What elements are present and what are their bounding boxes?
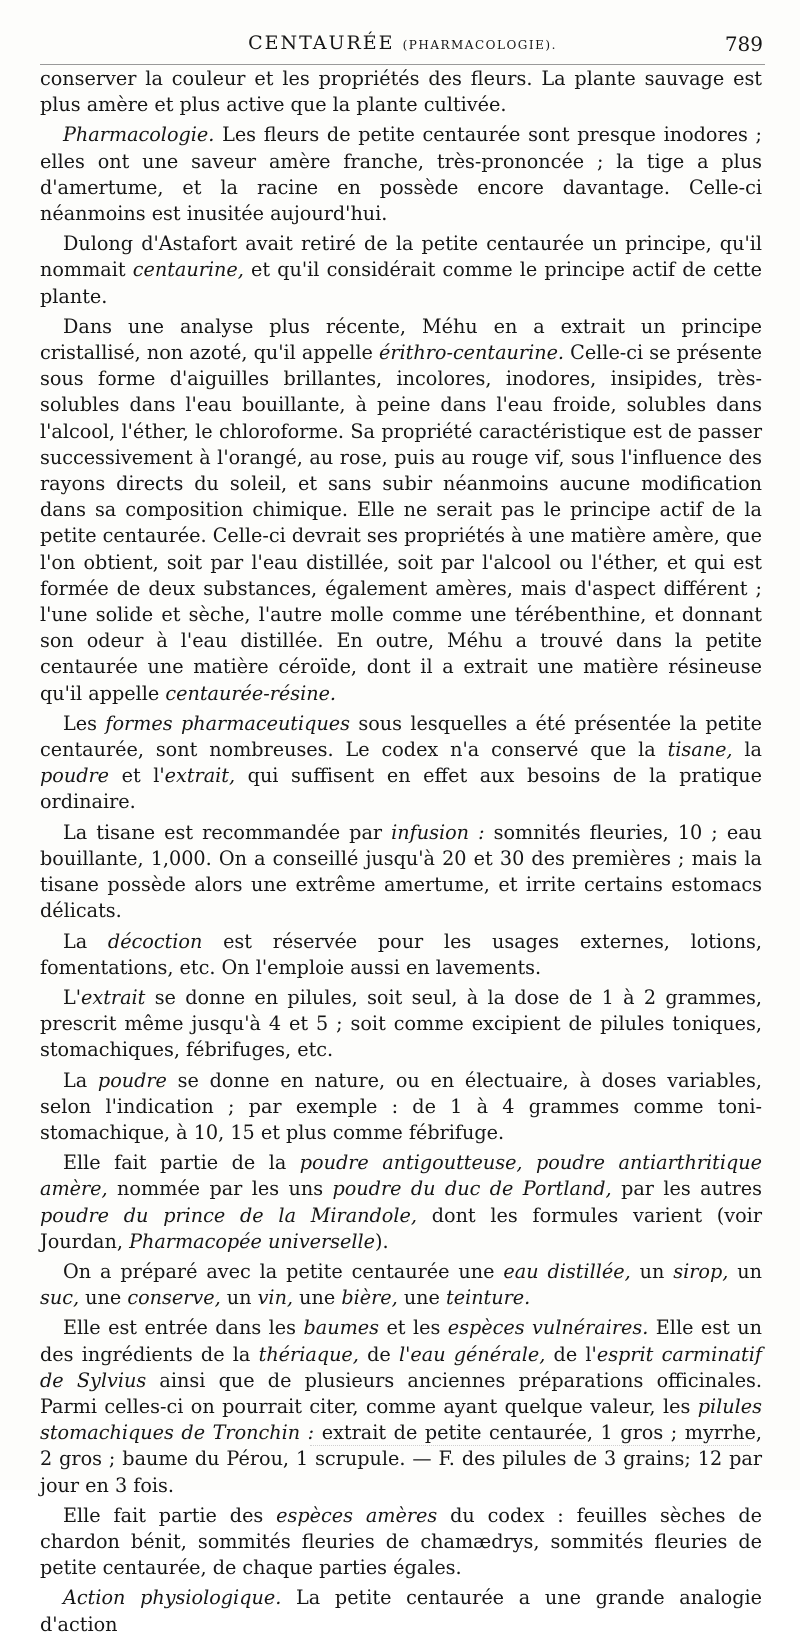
paragraph [40, 1068, 762, 1147]
italic-term: poudre [97, 1068, 167, 1092]
text-run: Celle-ci se présente sous forme d'aiguilles brillantes, incolores, inodores, insipides, très-solubles dans l'eau bouillante, à peine dans l'eau froide, solubles dans l'alcool, l'éther, le chloroforme. Sa propriété caractéristique est de passer successivement à l'orangé, au rose, puis au rouge vif, sous l'influence des rayons directs du soleil, et sans subir néanmoins aucune modification dans sa composition chimique. Elle ne serait pas le principe actif de la petite centaurée. Celle-ci devrait ses propriétés à une matière amère, que l'on obtient, soit par l'eau distillée, soit par l'alcool ou l'éther, et qui est formée de deux substances, également amères, mais d'aspect différent ; l'une solide et sèche, l'autre molle comme une térébenthine, et donnant son odeur à l'eau distillée. En outre, Méhu a trouvé dans la petite centaurée une matière céroïde, dont il a extrait une matière résineuse qu'il appelle [40, 341, 763, 705]
text-run: La tisane est recommandée par [63, 820, 392, 844]
italic-term: baumes [303, 1316, 379, 1340]
italic-term: suc, [40, 1286, 80, 1310]
text-run: Elle fait partie de la [63, 1151, 300, 1175]
body-text [40, 66, 762, 1642]
italic-term: tisane, [667, 738, 733, 762]
text-run: Elle est un des ingrédients de la [40, 1316, 763, 1366]
text-run: se donne en nature, ou en électuaire, à doses variables, selon l'indication ; par exemple : de 1 à 4 grammes comme toni-stomachique, à 10, 15 et plus comme fébrifuge. [40, 1068, 763, 1144]
text-run: une [397, 1286, 446, 1310]
paragraph [40, 66, 762, 118]
footer-dotted-line [310, 1445, 750, 1446]
text-run: un [630, 1259, 674, 1283]
paragraph [40, 122, 762, 227]
text-run: qui suffisent en effet aux besoins de la pratique ordinaire. [40, 764, 762, 814]
italic-term: pilules stomachiques de Tronchin : [40, 1394, 762, 1445]
paragraph [40, 985, 762, 1064]
italic-term: bière, [341, 1286, 398, 1310]
italic-term: extrait, [164, 764, 236, 788]
text-run: une [293, 1286, 342, 1310]
text-run: se donne en pilules, soit seul, à la dose de 1 à 2 grammes, prescrit même jusqu'à 4 et 5 ; soit comme excipient de pilules toniques, stomachiques, fébrifuges, etc. [40, 985, 762, 1062]
italic-term: érithro-centaurine. [379, 341, 565, 365]
running-header [40, 28, 765, 62]
italic-term: eau distillée, [503, 1259, 631, 1283]
text-run: La [63, 929, 108, 953]
text-run: Elle est entrée dans les [63, 1316, 304, 1340]
paragraph [40, 929, 762, 981]
text-run: dont les formules varient (voir Jourdan, [40, 1203, 762, 1253]
italic-term: poudre [40, 764, 110, 788]
header-rule [40, 64, 765, 65]
text-run: et l' [109, 764, 165, 788]
text-run: La petite centaurée a une grande analogie d'action [40, 1586, 762, 1636]
page-number: 789 [724, 32, 763, 56]
text-run: La [63, 1068, 98, 1092]
italic-term: Pharmacologie. [63, 123, 215, 147]
italic-term: conserve, [127, 1286, 221, 1310]
italic-term: extrait [81, 985, 146, 1009]
paragraph [40, 711, 762, 816]
text-run: un [220, 1286, 258, 1310]
italic-term: l'eau générale, [398, 1342, 546, 1366]
text-run: est réservée pour les usages externes, lotions, fomentations, etc. On l'emploie aussi en lavements. [40, 929, 763, 979]
text-run: de l' [545, 1342, 597, 1366]
italic-term: poudre du prince de la Mirandole, [40, 1203, 417, 1227]
italic-term: poudre du duc de Portland, [332, 1177, 612, 1201]
paragraph [40, 820, 762, 925]
text-run: Les [63, 711, 106, 735]
italic-term: sirop, [673, 1259, 729, 1283]
italic-term: espèces vulnéraires. [447, 1316, 649, 1340]
title-word: CENTAURÉE [248, 32, 395, 54]
title-subtitle: (PHARMACOLOGIE). [402, 38, 557, 52]
italic-term: formes pharmaceutiques [105, 711, 350, 735]
italic-term: esprit carminatif de Sylvius [40, 1342, 763, 1392]
paragraph [40, 314, 762, 707]
text-run: et les [378, 1316, 448, 1340]
paragraph [40, 1150, 762, 1255]
text-run: On a préparé avec la petite centaurée une [63, 1259, 504, 1283]
text-run: de [358, 1342, 399, 1366]
italic-term: décoction [107, 929, 203, 953]
text-run: extrait de petite centaurée, 1 gros ; myrrhe, 2 gros ; baume du Pérou, 1 scrupule. — F. des pilules de 3 grains; 12 par jour en 3 fois. [40, 1421, 762, 1497]
italic-term: poudre antigoutteuse, poudre antiarthritique amère, [40, 1151, 762, 1201]
text-run: et qu'il considérait comme le principe actif de cette plante. [40, 258, 762, 308]
text-run: Dans une analyse plus récente, Méhu en a extrait un principe cristallisé, non azoté, qu'il appelle [40, 314, 762, 365]
italic-term: infusion : [391, 820, 485, 844]
italic-term: Pharmacopée universelle [129, 1229, 376, 1253]
text-run: ). [375, 1229, 389, 1253]
text-run: Les fleurs de petite centaurée sont presque inodores ; elles ont une saveur amère franche, très-prononcée ; la tige a plus d'amertume, et la racine en possède encore davantage. Celle-ci néanmoins est inusitée aujourd'hui. [40, 123, 762, 226]
italic-term: centaurine, [132, 258, 244, 282]
text-run: Elle fait partie des [63, 1503, 277, 1527]
text-run: Dulong d'Astafort avait retiré de la petite centaurée un principe, qu'il nommait [40, 232, 762, 282]
paragraph [40, 231, 762, 310]
paragraph [40, 1585, 762, 1637]
running-title [40, 32, 765, 54]
italic-term: espèces amères [276, 1503, 438, 1527]
text-run: par les autres [611, 1177, 762, 1201]
text-run: L' [63, 985, 82, 1009]
paragraph [40, 1503, 762, 1582]
italic-term: teinture. [446, 1286, 531, 1310]
italic-term: vin, [257, 1286, 294, 1310]
italic-term: centaurée-résine. [165, 681, 337, 705]
text-run: du codex : feuilles sèches de chardon bénit, sommités fleuries de chamædrys, sommités fleuries de petite centaurée, de chaque parties égales. [40, 1503, 762, 1580]
text-run: la [732, 738, 762, 762]
text-run: conserver la couleur et les propriétés des fleurs. La plante sauvage est plus amère et plus active que la plante cultivée. [40, 67, 762, 117]
paragraph [40, 1259, 762, 1311]
text-run: somnités fleuries, 10 ; eau bouillante, 1,000. On a conseillé jusqu'à 20 et 30 des premières ; mais la tisane possède alors une extrême amertume, et irrite certains estomacs délicats. [40, 820, 762, 923]
text-run: nommée par les uns [107, 1177, 333, 1201]
text-run: ainsi que de plusieurs anciennes préparations officinales. Parmi celles-ci on pourrait citer, comme ayant quelque valeur, les [40, 1368, 763, 1418]
text-run: une [79, 1286, 128, 1310]
text-run: sous lesquelles a été présentée la petite centaurée, sont nombreuses. Le codex n'a conservé que la [40, 711, 762, 762]
italic-term: thériaque, [258, 1342, 359, 1366]
italic-term: Action physiologique. [63, 1586, 282, 1610]
text-run: un [728, 1259, 762, 1283]
paragraph [40, 1315, 762, 1498]
